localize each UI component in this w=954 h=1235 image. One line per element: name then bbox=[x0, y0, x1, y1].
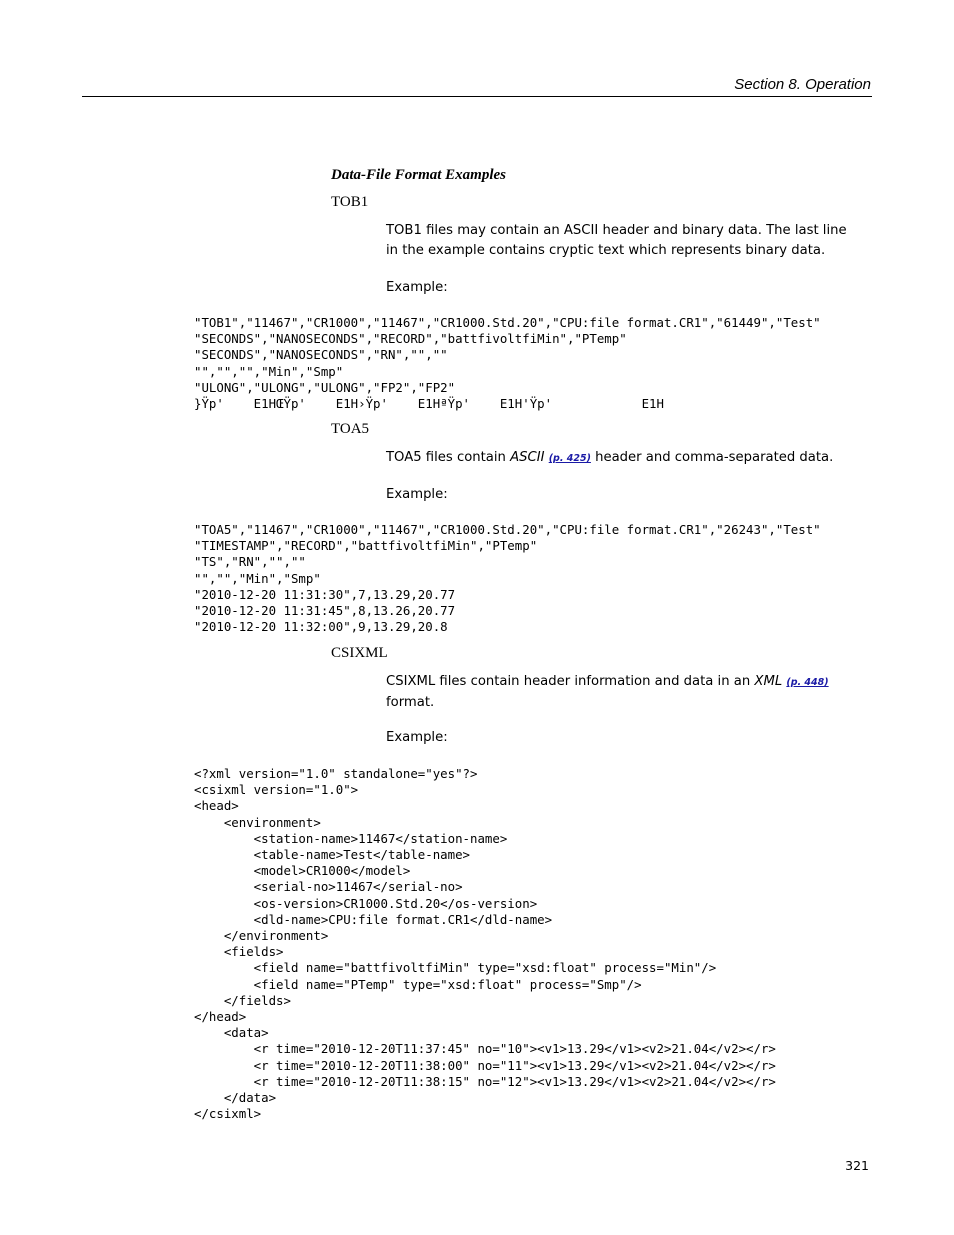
csixml-desc-after: format. bbox=[386, 694, 435, 710]
toa5-desc-term: ASCII bbox=[510, 450, 545, 465]
toa5-desc-before: TOA5 files contain bbox=[386, 450, 511, 465]
tob1-example-label: Example: bbox=[386, 280, 448, 295]
toa5-description bbox=[386, 448, 856, 469]
section-heading: Data-File Format Examples bbox=[331, 167, 507, 183]
toa5-example-label: Example: bbox=[386, 487, 448, 502]
toa5-code-block: "TOA5","11467","CR1000","11467","CR1000.Std.20","CPU:file format.CR1","26243","Test" "TIMESTAMP","RECORD","battfivoltfiMin","PTemp" "TS","RN","","" "","","Min","Smp" "2010-12-20 11:31:30",7,13.29,20.77 "2010-12-20 11:31:45",8,13.26,20.77 "2010-12-20 11:32:00",9,13.29,20.8 bbox=[194, 522, 821, 635]
csixml-desc-before: CSIXML files contain header information and data in an bbox=[386, 674, 755, 689]
tob1-heading: TOB1 bbox=[331, 194, 369, 210]
running-header: Section 8. Operation bbox=[734, 76, 871, 93]
csixml-desc-term: XML bbox=[754, 674, 783, 689]
header-rule bbox=[82, 96, 872, 97]
csixml-heading: CSIXML bbox=[331, 645, 388, 661]
toa5-heading: TOA5 bbox=[331, 421, 370, 437]
tob1-code-block: "TOB1","11467","CR1000","11467","CR1000.Std.20","CPU:file format.CR1","61449","Test" "SECONDS","NANOSECONDS","RECORD","battfivoltfiMin","PTemp" "SECONDS","NANOSECONDS","RN","","" "","","","Min","Smp" "ULONG","ULONG","ULONG","FP2","FP2" }Ÿp' E1HŒŸp' E1H›Ÿp' E1HªŸp' E1H'Ÿp' E1H bbox=[194, 315, 821, 412]
xml-page-ref-link[interactable]: (p. 448) bbox=[786, 677, 829, 688]
toa5-desc-after: header and comma-separated data. bbox=[590, 450, 834, 465]
csixml-description bbox=[386, 672, 856, 712]
ascii-page-ref-link[interactable]: (p. 425) bbox=[548, 453, 591, 464]
tob1-description: TOB1 files may contain an ASCII header and binary data. The last line in the example contains cryptic text which represents binary data. bbox=[386, 223, 847, 258]
csixml-example-label: Example: bbox=[386, 730, 448, 745]
csixml-code-block: <?xml version="1.0" standalone="yes"?> <csixml version="1.0"> <head> <environment> <station-name>11467</station-name> <table-name>Test</table-name> <model>CR1000</model> <serial-no>11467</serial-no> <os-version>CR1000.Std.20</os-version> <dld-name>CPU:file format.CR1</dld-name> </environment> <fields> <field name="battfivoltfiMin" type="xsd:float" process="Min"/> <field name="PTemp" type="xsd:float" process="Smp"/> </fields> </head> <data> <r time="2010-12-20T11:37:45" no="10"><v1>13.29</v1><v2>21.04</v2></r> <r time="2010-12-20T11:38:00" no="11"><v1>13.29</v1><v2>21.04</v2></r> <r time="2010-12-20T11:38:15" no="12"><v1>13.29</v1><v2>21.04</v2></r> </data> </csixml> bbox=[194, 766, 776, 1122]
page-number: 321 bbox=[845, 1158, 869, 1173]
